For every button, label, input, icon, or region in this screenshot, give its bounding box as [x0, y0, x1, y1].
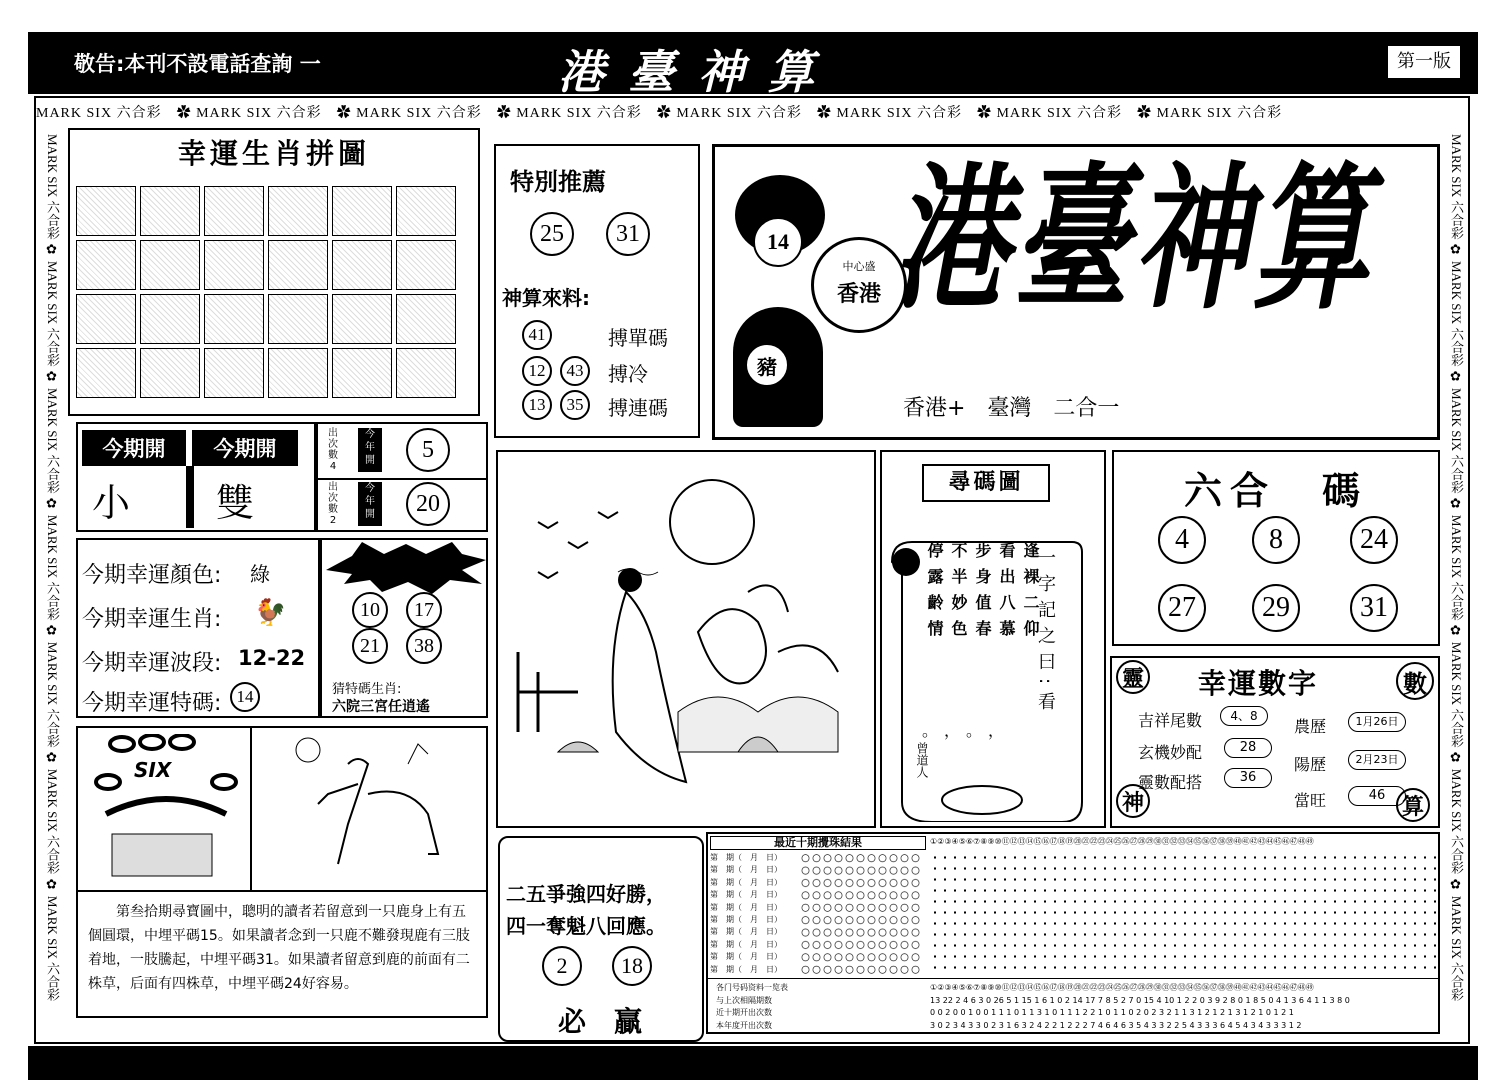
- divider: [318, 478, 486, 480]
- stats-label: 各门号码资料一览表: [716, 983, 788, 992]
- source-number: 43: [560, 356, 590, 386]
- lucky-zodiac-label: 今期幸運生肖:: [82, 607, 222, 632]
- puzzle-tile: [76, 348, 136, 398]
- stats-label: 近十期开出次数: [716, 1008, 772, 1017]
- lucky-item-value: 28: [1224, 738, 1272, 758]
- period-header-left: 今期開: [82, 430, 186, 466]
- ribbon-text: MARK SIX 六合彩: [836, 106, 962, 121]
- stats-row: 13 22 2 4 6 3 0 26 5 1 15 1 6 1 0 2 14 17 7 8 5 2 7 0 15 4 10 1 2 2 0 3 9 2 8 0 1 8 5 0 4 1 3 6 4 1 1 3 8 0: [930, 995, 1350, 1005]
- burst-number: 38: [406, 628, 442, 664]
- poem-column: 不半妙色: [949, 542, 968, 646]
- puzzle-tile: [332, 294, 392, 344]
- label-char: 今: [365, 483, 375, 494]
- poem-punct: 。，。，: [922, 721, 1019, 740]
- puzzle-tile: [204, 294, 264, 344]
- lucky-special-value: 14: [230, 682, 260, 712]
- stats-labels: [716, 982, 788, 1032]
- puzzle-title: 幸運生肖拼圖: [177, 137, 370, 170]
- period-value-left: 小: [92, 481, 131, 525]
- special-number: 25: [530, 212, 574, 256]
- liuhe-number: 24: [1350, 516, 1398, 564]
- period-row: 第 期（ 月 日）: [710, 964, 782, 974]
- count-box: [316, 422, 488, 532]
- footer-bar: [28, 1046, 1478, 1080]
- corner-bl: 神: [1116, 784, 1150, 818]
- puzzle-tile: [140, 294, 200, 344]
- poem-signature: 曾道人: [915, 742, 929, 778]
- puzzle-tile: [204, 240, 264, 290]
- puzzle-tile: [396, 186, 456, 236]
- burst-number: 10: [352, 592, 388, 628]
- header-bar: [28, 32, 1478, 99]
- count-label: [324, 428, 342, 472]
- label-char: 數: [328, 450, 338, 461]
- puzzle-tile: [396, 348, 456, 398]
- label-char: 年: [365, 442, 375, 453]
- lucky-box: [76, 538, 320, 718]
- poem-side-text: 一字記之曰:看: [1035, 548, 1056, 719]
- lucky-item-label: 吉祥尾數: [1138, 711, 1203, 730]
- liuhe-box: [1112, 450, 1440, 646]
- guess-label: 猜特碼生肖:: [332, 682, 402, 697]
- story-text: 第叁拾期尋寶圖中，聰明的讀者若留意到一只鹿身上有五個圓環，中埋平碼15。如果讀者念到一只鹿不難發現鹿有三肢着地，一肢騰起，中埋平碼31。如果讀者留意到鹿的前面有二株草，后面有四株草，中埋平碼24好容易。: [88, 904, 470, 992]
- poem-title: 尋碼圖: [922, 464, 1050, 502]
- lucky-item-label: 靈數配搭: [1138, 773, 1203, 792]
- poem-columns: [922, 542, 1042, 742]
- count-number: 5: [406, 428, 450, 472]
- results-table: [706, 832, 1440, 1034]
- lucky-numbers-box: [1110, 656, 1440, 828]
- rooster-icon: 🐓: [254, 598, 287, 628]
- six-logo-icon: [92, 734, 242, 884]
- date-value: 2月23日: [1348, 750, 1406, 770]
- verse-line1: 二五爭強四好勝，: [506, 882, 666, 906]
- puzzle-tile: [268, 240, 328, 290]
- liuhe-title: 六合 碼: [1183, 469, 1368, 513]
- deer-story-box: [76, 726, 488, 1018]
- period-box: [76, 422, 316, 532]
- puzzle-tile: [204, 186, 264, 236]
- ribbon-text: MARK SIX 六合彩: [45, 641, 60, 748]
- label-char: 開: [365, 509, 375, 520]
- right-ribbon: MARK SIX 六合彩 ✿ MARK SIX 六合彩 ✿ MARK SIX 六合彩 ✿ MARK SIX 六合彩 ✿ MARK SIX 六合彩 ✿ MARK SIX 六合彩 ✿ MARK SIX 六合彩: [1449, 134, 1464, 1002]
- source-number: 41: [522, 320, 552, 350]
- lucky-color-value: 綠: [250, 562, 270, 586]
- puzzle-tile: [268, 294, 328, 344]
- date-value: 1月26日: [1348, 712, 1406, 732]
- puzzle-tile: [76, 240, 136, 290]
- woman-illustration: [498, 452, 874, 826]
- date-label: 農歷: [1294, 717, 1327, 736]
- period-row: 第 期（ 月 日）: [710, 877, 782, 887]
- stats-row: 0 0 2 0 0 1 0 0 1 1 1 0 1 1 3 1 0 1 1 1 2 2 1 0 1 1 0 2 0 2 3 2 1 1 3 1 2 1 2 1 3 1 2 1 0 1 2 1: [930, 1008, 1294, 1017]
- puzzle-tile: [396, 240, 456, 290]
- verse-footer: 必 贏: [557, 1005, 642, 1038]
- ball-number: 14: [753, 217, 803, 267]
- puzzle-tile: [268, 186, 328, 236]
- puzzle-tile: [140, 186, 200, 236]
- stats-row: 3 0 2 3 4 3 3 0 2 3 1 6 3 2 4 2 2 1 2 2 2 7 4 6 4 6 3 5 4 3 3 2 2 5 4 3 3 3 6 4 5 4 3 4 3 3 3 1 2: [930, 1020, 1302, 1030]
- ribbon-text: MARK SIX 六合彩: [36, 106, 162, 121]
- lucky-item-label: 玄機妙配: [1138, 743, 1203, 762]
- ribbon-text: MARK SIX 六合彩: [196, 106, 322, 121]
- divider: [250, 728, 252, 890]
- ribbon-text: MARK SIX 六合彩: [356, 106, 482, 121]
- puzzle-tile: [140, 348, 200, 398]
- stats-label: 本年度开出次数: [716, 1020, 772, 1030]
- lucky-color-label: 今期幸運顏色:: [82, 563, 222, 588]
- verse-line2: 四一奪魁八回應。: [506, 914, 666, 938]
- ribbon-text: MARK SIX 六合彩: [45, 134, 60, 240]
- lucky-special-label: 今期幸運特碼:: [82, 691, 222, 716]
- number-header: ①②③④⑤⑥⑦⑧⑨⑩⑪⑫⑬⑭⑮⑯⑰⑱⑲⑳㉑㉒㉓㉔㉕㉖㉗㉘㉙㉚㉛㉜㉝㉞㉟㊱㊲㊳㊴㊵㊶㊷㊸㊹㊺㊻㊼㊽㊾: [930, 837, 1314, 846]
- ribbon-text: MARK SIX 六合彩: [1449, 768, 1464, 875]
- period-row: 第 期（ 月 日）: [710, 939, 782, 949]
- puzzle-tile: [332, 240, 392, 290]
- date-label: 當旺: [1294, 791, 1327, 810]
- lucky-item-value: 4、8: [1220, 706, 1268, 726]
- ribbon-text: MARK SIX 六合彩: [676, 106, 802, 121]
- results-dot-grid: [930, 852, 1436, 976]
- edition-label: 第一版: [1388, 46, 1460, 78]
- ball-grid: [800, 852, 920, 976]
- special-number: 31: [606, 212, 650, 256]
- period-row: 第 期（ 月 日）: [710, 865, 782, 875]
- puzzle-tile: [204, 348, 264, 398]
- source-label: 搏單碼: [608, 326, 668, 350]
- period-row: 第 期（ 月 日）: [710, 927, 782, 937]
- label-char: 出: [328, 482, 338, 493]
- title-banner: [712, 144, 1440, 440]
- source-label: 搏連碼: [608, 396, 668, 420]
- label-char: 數: [328, 504, 338, 515]
- label-char: 出: [328, 428, 338, 439]
- corner-br: 算: [1396, 788, 1430, 822]
- label-char: 年: [365, 496, 375, 507]
- year-label: [358, 482, 382, 526]
- label-char: 次: [328, 439, 338, 450]
- banner-subtitle: 香港+ 臺灣 二合一: [903, 396, 1120, 421]
- period-row: 第 期（ 月 日）: [710, 902, 782, 912]
- stats-values: [930, 982, 1436, 1032]
- puzzle-tile: [332, 186, 392, 236]
- special-title: 特別推薦: [510, 168, 606, 196]
- left-ribbon: MARK SIX 六合彩 ✿ MARK SIX 六合彩 ✿ MARK SIX 六合彩 ✿ MARK SIX 六合彩 ✿ MARK SIX 六合彩 ✿ MARK SIX 六合彩 ✿ MARK SIX 六合彩: [45, 134, 60, 1002]
- verse-number: 18: [612, 946, 652, 986]
- puzzle-tile: [140, 240, 200, 290]
- year-label: [358, 428, 382, 472]
- stamp-text: 中心盛: [842, 260, 876, 273]
- ribbon-text: MARK SIX 六合彩: [1449, 641, 1464, 748]
- poem-box: [880, 450, 1106, 828]
- period-row: 第 期（ 月 日）: [710, 890, 782, 900]
- period-row: 第 期（ 月 日）: [710, 952, 782, 962]
- ribbon-text: MARK SIX 六合彩: [1449, 895, 1464, 1002]
- mark-six-ribbon: MARK SIX 六合彩 ✿ MARK SIX 六合彩 ✿ MARK SIX 六合彩 ✿ MARK SIX 六合彩 ✿ MARK SIX 六合彩 ✿ MARK SIX 六合彩 ✿ MARK SIX 六合彩 ✿ MARK SIX 六合彩: [36, 106, 1283, 121]
- ribbon-text: MARK SIX 六合彩: [1449, 134, 1464, 240]
- poem-column: 逢裸二仰: [1021, 542, 1040, 646]
- source-number: 12: [522, 356, 552, 386]
- puzzle-tile: [332, 348, 392, 398]
- verse-number: 2: [542, 946, 582, 986]
- poem-column: 停露齡情: [925, 542, 944, 646]
- header-title: 港臺神算: [558, 45, 838, 99]
- corner-tr: 數: [1396, 662, 1434, 700]
- lucky-item-value: 36: [1224, 768, 1272, 788]
- period-value-right: 雙: [216, 481, 255, 525]
- lucky-numbers-title: 幸運數字: [1198, 667, 1319, 700]
- zodiac-puzzle-box: [68, 128, 480, 416]
- ribbon-text: MARK SIX 六合彩: [1449, 387, 1464, 494]
- date-value: 46: [1348, 786, 1406, 806]
- liuhe-number: 29: [1252, 584, 1300, 632]
- burst-number: 21: [352, 628, 388, 664]
- source-number: 13: [522, 390, 552, 420]
- liuhe-number: 31: [1350, 584, 1398, 632]
- puzzle-tile: [76, 294, 136, 344]
- ribbon-text: MARK SIX 六合彩: [45, 387, 60, 494]
- ribbon-text: MARK SIX 六合彩: [45, 895, 60, 1002]
- period-row: 第 期（ 月 日）: [710, 853, 782, 862]
- ribbon-text: MARK SIX 六合彩: [996, 106, 1123, 121]
- count-number: 20: [406, 482, 450, 526]
- corner-tl: 靈: [1116, 660, 1150, 694]
- header-notice: 敬告:本刊不設電話查詢 一: [74, 52, 321, 76]
- count-label: [324, 482, 342, 526]
- divider: [708, 978, 1438, 979]
- count-value: 4: [329, 461, 337, 472]
- label-char: 次: [328, 493, 338, 504]
- date-label: 陽歷: [1294, 755, 1327, 774]
- source-label: 搏冷: [608, 362, 648, 386]
- puzzle-tile: [396, 294, 456, 344]
- liuhe-number: 8: [1252, 516, 1300, 564]
- stamp-inner: 香港: [836, 281, 881, 307]
- guess-value: 六院三宮任逍遙: [332, 699, 430, 715]
- ribbon-text: MARK SIX 六合彩: [45, 514, 60, 621]
- ribbon-text: MARK SIX 六合彩: [516, 106, 642, 121]
- liuhe-number: 4: [1158, 516, 1206, 564]
- puzzle-grid: [76, 186, 456, 398]
- burst-box: [320, 538, 488, 718]
- puzzle-tile: [268, 348, 328, 398]
- period-row: 第 期（ 月 日）: [710, 915, 782, 925]
- illustration-woman: [496, 450, 876, 828]
- six-logo: SIX: [134, 758, 172, 782]
- ribbon-text: MARK SIX 六合彩: [1156, 106, 1283, 121]
- ribbon-text: MARK SIX 六合彩: [45, 260, 60, 367]
- burst-shape: [322, 540, 488, 596]
- ribbon-text: MARK SIX 六合彩: [45, 768, 60, 875]
- liuhe-number: 27: [1158, 584, 1206, 632]
- deer-illustration: [258, 734, 482, 884]
- divider: [78, 890, 486, 892]
- label-char: 今: [365, 429, 375, 440]
- source-number: 35: [560, 390, 590, 420]
- verse-box: [498, 836, 704, 1042]
- divider: [186, 466, 194, 528]
- lucky-band-label: 今期幸運波段:: [82, 651, 222, 676]
- results-title: 最近十期攪珠結果: [710, 836, 926, 850]
- poem-column: 看出八慕: [997, 542, 1016, 646]
- banner-title: 港臺神算: [893, 147, 1373, 332]
- label-char: 開: [365, 455, 375, 466]
- puzzle-tile: [76, 186, 136, 236]
- ball-label: 豬: [745, 343, 789, 387]
- lucky-band-value: 12-22: [238, 646, 306, 670]
- ribbon-text: MARK SIX 六合彩: [1449, 514, 1464, 621]
- poem-column: 步身值春: [973, 542, 992, 646]
- number-header: ①②③④⑤⑥⑦⑧⑨⑩⑪⑫⑬⑭⑮⑯⑰⑱⑲⑳㉑㉒㉓㉔㉕㉖㉗㉘㉙㉚㉛㉜㉝㉞㉟㊱㊲㊳㊴㊵㊶㊷㊸㊹㊺㊻㊼㊽㊾: [930, 983, 1314, 992]
- source-title: 神算來料:: [502, 286, 590, 310]
- burst-number: 17: [406, 592, 442, 628]
- ribbon-text: MARK SIX 六合彩: [1449, 260, 1464, 367]
- count-value: 2: [329, 515, 337, 526]
- stats-label: 与上次相隔期数: [716, 995, 772, 1005]
- special-recommend-box: [494, 144, 700, 438]
- period-header-right: 今期開: [192, 430, 298, 466]
